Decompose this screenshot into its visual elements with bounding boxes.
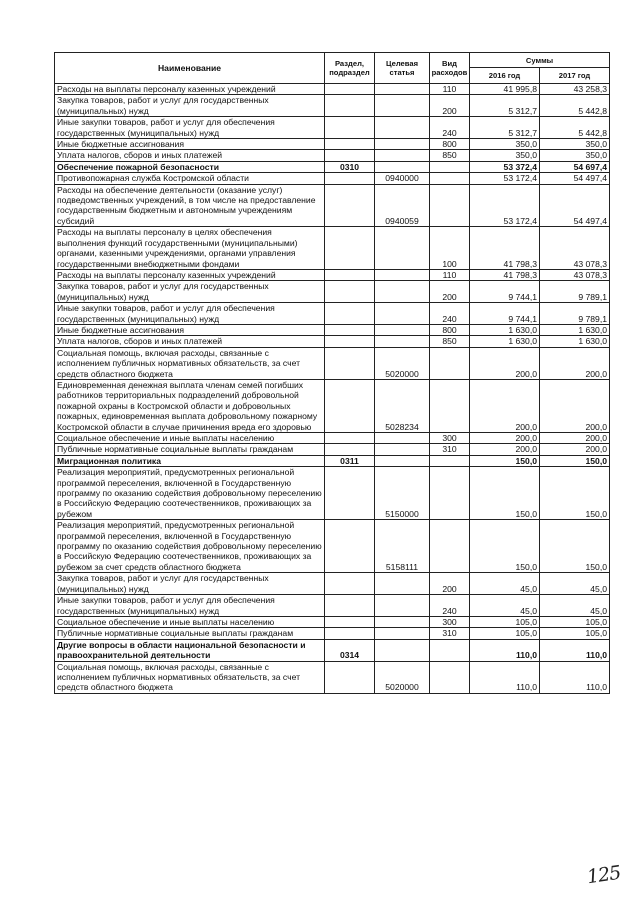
row-sum-2016: 105,0 (470, 616, 540, 627)
table-row (55, 444, 610, 455)
table-row (55, 379, 610, 432)
row-sum-2017: 54 497,4 (540, 173, 610, 184)
row-section (325, 95, 375, 117)
row-section (325, 84, 375, 95)
row-section (325, 150, 375, 161)
row-name: Расходы на выплаты персоналу в целях обеспечения выполнения функций государственными (муниципальными) органами, казенными учреждениями, органами управления государственными внебюджетными фондами (55, 227, 325, 270)
row-expense-type (430, 455, 470, 466)
row-section (325, 117, 375, 139)
header-year-2016: 2016 год (470, 68, 540, 84)
row-name: Единовременная денежная выплата членам семей погибших работников территориальных подразделений добровольной пожарной охраны в Костромской области и добровольных пожарных, единовременная выплата добровольному пожарному Костромской области в случае причинения вреда его здоровью (55, 379, 325, 432)
row-article (375, 150, 430, 161)
row-sum-2017: 350,0 (540, 150, 610, 161)
row-sum-2017: 1 630,0 (540, 336, 610, 347)
row-name: Иные закупки товаров, работ и услуг для обеспечения государственных (муниципальных) нужд (55, 117, 325, 139)
row-article (375, 573, 430, 595)
row-sum-2016: 5 312,7 (470, 95, 540, 117)
row-sum-2017: 105,0 (540, 628, 610, 639)
row-article (375, 616, 430, 627)
row-sum-2016: 41 995,8 (470, 84, 540, 95)
row-sum-2017: 150,0 (540, 467, 610, 520)
row-sum-2016: 110,0 (470, 639, 540, 661)
table-row (55, 467, 610, 520)
table-header (55, 53, 610, 84)
row-name: Расходы на выплаты персоналу казенных учреждений (55, 84, 325, 95)
row-sum-2017: 110,0 (540, 661, 610, 693)
row-article (375, 95, 430, 117)
row-expense-type: 310 (430, 628, 470, 639)
row-name: Обеспечение пожарной безопасности (55, 161, 325, 172)
row-section (325, 573, 375, 595)
row-name: Социальное обеспечение и иные выплаты населению (55, 433, 325, 444)
row-sum-2017: 45,0 (540, 595, 610, 617)
row-name: Публичные нормативные социальные выплаты гражданам (55, 444, 325, 455)
row-sum-2017: 45,0 (540, 573, 610, 595)
table-row (55, 520, 610, 573)
row-sum-2016: 9 744,1 (470, 281, 540, 303)
row-sum-2016: 105,0 (470, 628, 540, 639)
row-section (325, 661, 375, 693)
row-sum-2017: 150,0 (540, 455, 610, 466)
row-name: Расходы на обеспечение деятельности (оказание услуг) подведомственных учреждений, в том числе на предоставление государственным бюджетным и автономным учреждениям субсидий (55, 184, 325, 227)
row-expense-type (430, 161, 470, 172)
table-row (55, 595, 610, 617)
row-name: Социальная помощь, включая расходы, связанные с исполнением публичных нормативных обязательств, за счет средств областного бюджета (55, 347, 325, 379)
row-name: Миграционная политика (55, 455, 325, 466)
row-expense-type: 300 (430, 616, 470, 627)
row-sum-2017: 1 630,0 (540, 324, 610, 335)
row-article (375, 227, 430, 270)
table-row (55, 616, 610, 627)
table-row (55, 455, 610, 466)
row-name: Реализация мероприятий, предусмотренных региональной программой переселения, включенной в Государственную программу по оказанию содействия добровольному переселению в Российскую Федерацию соотечественников, проживающих за рубежом (55, 467, 325, 520)
row-expense-type (430, 184, 470, 227)
table-row (55, 628, 610, 639)
row-name: Уплата налогов, сборов и иных платежей (55, 336, 325, 347)
table-row (55, 347, 610, 379)
page-number: 125 (585, 861, 622, 889)
row-name: Закупка товаров, работ и услуг для государственных (муниципальных) нужд (55, 573, 325, 595)
row-sum-2016: 1 630,0 (470, 324, 540, 335)
row-section (325, 467, 375, 520)
header-expense-type: Вид расходов (430, 53, 470, 84)
row-sum-2017: 200,0 (540, 444, 610, 455)
row-name: Закупка товаров, работ и услуг для государственных (муниципальных) нужд (55, 95, 325, 117)
row-sum-2017: 54 697,4 (540, 161, 610, 172)
budget-table (54, 52, 610, 694)
row-article: 5028234 (375, 379, 430, 432)
row-section: 0314 (325, 639, 375, 661)
row-expense-type (430, 173, 470, 184)
row-article (375, 269, 430, 280)
row-article (375, 595, 430, 617)
table-row (55, 324, 610, 335)
row-sum-2017: 200,0 (540, 379, 610, 432)
row-sum-2016: 200,0 (470, 379, 540, 432)
row-expense-type: 100 (430, 227, 470, 270)
row-expense-type: 200 (430, 95, 470, 117)
row-sum-2016: 53 172,4 (470, 184, 540, 227)
row-sum-2016: 110,0 (470, 661, 540, 693)
row-sum-2016: 200,0 (470, 433, 540, 444)
row-sum-2016: 53 172,4 (470, 173, 540, 184)
row-name: Иные бюджетные ассигнования (55, 324, 325, 335)
row-article (375, 324, 430, 335)
table-row (55, 433, 610, 444)
row-section (325, 433, 375, 444)
row-sum-2017: 43 258,3 (540, 84, 610, 95)
row-sum-2017: 150,0 (540, 520, 610, 573)
table-row (55, 84, 610, 95)
table-row (55, 227, 610, 270)
table-row (55, 95, 610, 117)
row-article: 0940059 (375, 184, 430, 227)
row-article (375, 84, 430, 95)
row-sum-2017: 110,0 (540, 639, 610, 661)
table-row (55, 281, 610, 303)
row-sum-2017: 43 078,3 (540, 227, 610, 270)
row-article (375, 444, 430, 455)
row-article (375, 455, 430, 466)
row-article (375, 639, 430, 661)
row-name: Расходы на выплаты персоналу казенных учреждений (55, 269, 325, 280)
table-row (55, 303, 610, 325)
row-section (325, 628, 375, 639)
row-sum-2017: 105,0 (540, 616, 610, 627)
row-name: Социальная помощь, включая расходы, связанные с исполнением публичных нормативных обязательств, за счет средств областного бюджета (55, 661, 325, 693)
row-expense-type: 240 (430, 303, 470, 325)
header-name: Наименование (55, 53, 325, 84)
row-name: Иные закупки товаров, работ и услуг для обеспечения государственных (муниципальных) нужд (55, 595, 325, 617)
row-section: 0311 (325, 455, 375, 466)
row-expense-type: 800 (430, 324, 470, 335)
row-name: Другие вопросы в области национальной безопасности и правоохранительной деятельности (55, 639, 325, 661)
row-section (325, 303, 375, 325)
row-name: Публичные нормативные социальные выплаты гражданам (55, 628, 325, 639)
row-section (325, 444, 375, 455)
row-article (375, 139, 430, 150)
row-name: Закупка товаров, работ и услуг для государственных (муниципальных) нужд (55, 281, 325, 303)
table-row (55, 336, 610, 347)
row-name: Иные закупки товаров, работ и услуг для обеспечения государственных (муниципальных) нужд (55, 303, 325, 325)
header-sums: Суммы (470, 53, 610, 68)
row-section (325, 139, 375, 150)
row-sum-2017: 9 789,1 (540, 281, 610, 303)
table-row (55, 173, 610, 184)
row-expense-type: 110 (430, 84, 470, 95)
row-section: 0310 (325, 161, 375, 172)
table-row (55, 269, 610, 280)
row-section (325, 347, 375, 379)
row-article (375, 281, 430, 303)
row-sum-2016: 45,0 (470, 573, 540, 595)
row-section (325, 227, 375, 270)
row-section (325, 336, 375, 347)
row-expense-type: 800 (430, 139, 470, 150)
row-sum-2016: 45,0 (470, 595, 540, 617)
row-expense-type: 850 (430, 336, 470, 347)
row-sum-2017: 200,0 (540, 433, 610, 444)
row-article: 5150000 (375, 467, 430, 520)
table-row (55, 184, 610, 227)
header-section: Раздел, подраздел (325, 53, 375, 84)
table-row (55, 573, 610, 595)
row-section (325, 269, 375, 280)
row-sum-2016: 200,0 (470, 347, 540, 379)
row-section (325, 379, 375, 432)
row-expense-type (430, 379, 470, 432)
row-article: 5020000 (375, 347, 430, 379)
row-section (325, 595, 375, 617)
row-sum-2016: 350,0 (470, 139, 540, 150)
row-article (375, 117, 430, 139)
row-sum-2016: 9 744,1 (470, 303, 540, 325)
row-sum-2016: 41 798,3 (470, 227, 540, 270)
row-expense-type: 850 (430, 150, 470, 161)
row-expense-type (430, 639, 470, 661)
row-sum-2016: 350,0 (470, 150, 540, 161)
table-row (55, 139, 610, 150)
row-expense-type (430, 347, 470, 379)
row-name: Социальное обеспечение и иные выплаты населению (55, 616, 325, 627)
row-sum-2017: 5 442,8 (540, 95, 610, 117)
row-section (325, 520, 375, 573)
row-article: 0940000 (375, 173, 430, 184)
row-sum-2016: 5 312,7 (470, 117, 540, 139)
row-sum-2017: 200,0 (540, 347, 610, 379)
row-sum-2017: 43 078,3 (540, 269, 610, 280)
table-body (55, 84, 610, 694)
row-sum-2017: 350,0 (540, 139, 610, 150)
row-name: Иные бюджетные ассигнования (55, 139, 325, 150)
row-expense-type: 110 (430, 269, 470, 280)
row-article: 5158111 (375, 520, 430, 573)
row-section (325, 324, 375, 335)
row-expense-type: 200 (430, 573, 470, 595)
row-sum-2016: 53 372,4 (470, 161, 540, 172)
row-expense-type (430, 467, 470, 520)
row-sum-2017: 54 497,4 (540, 184, 610, 227)
table-row (55, 117, 610, 139)
row-section (325, 184, 375, 227)
row-sum-2016: 150,0 (470, 467, 540, 520)
row-sum-2016: 1 630,0 (470, 336, 540, 347)
row-expense-type: 300 (430, 433, 470, 444)
row-article: 5020000 (375, 661, 430, 693)
row-expense-type (430, 661, 470, 693)
table-row (55, 639, 610, 661)
row-name: Противопожарная служба Костромской области (55, 173, 325, 184)
row-name: Уплата налогов, сборов и иных платежей (55, 150, 325, 161)
row-sum-2016: 200,0 (470, 444, 540, 455)
row-section (325, 173, 375, 184)
table-row (55, 161, 610, 172)
row-expense-type: 200 (430, 281, 470, 303)
table-row (55, 150, 610, 161)
row-expense-type: 240 (430, 595, 470, 617)
row-section (325, 616, 375, 627)
row-expense-type: 310 (430, 444, 470, 455)
row-sum-2016: 150,0 (470, 520, 540, 573)
row-article (375, 628, 430, 639)
row-name: Реализация мероприятий, предусмотренных региональной программой переселения, включенной в Государственную программу по оказанию содействия добровольному переселению в Российскую Федерацию соотечественников, проживающих за рубежом за счет средств областного бюджета (55, 520, 325, 573)
header-year-2017: 2017 год (540, 68, 610, 84)
table-row (55, 661, 610, 693)
row-sum-2016: 41 798,3 (470, 269, 540, 280)
row-article (375, 433, 430, 444)
header-article: Целевая статья (375, 53, 430, 84)
row-sum-2017: 5 442,8 (540, 117, 610, 139)
row-article (375, 336, 430, 347)
row-expense-type (430, 520, 470, 573)
row-sum-2016: 150,0 (470, 455, 540, 466)
row-sum-2017: 9 789,1 (540, 303, 610, 325)
row-article (375, 303, 430, 325)
row-expense-type: 240 (430, 117, 470, 139)
row-section (325, 281, 375, 303)
row-article (375, 161, 430, 172)
